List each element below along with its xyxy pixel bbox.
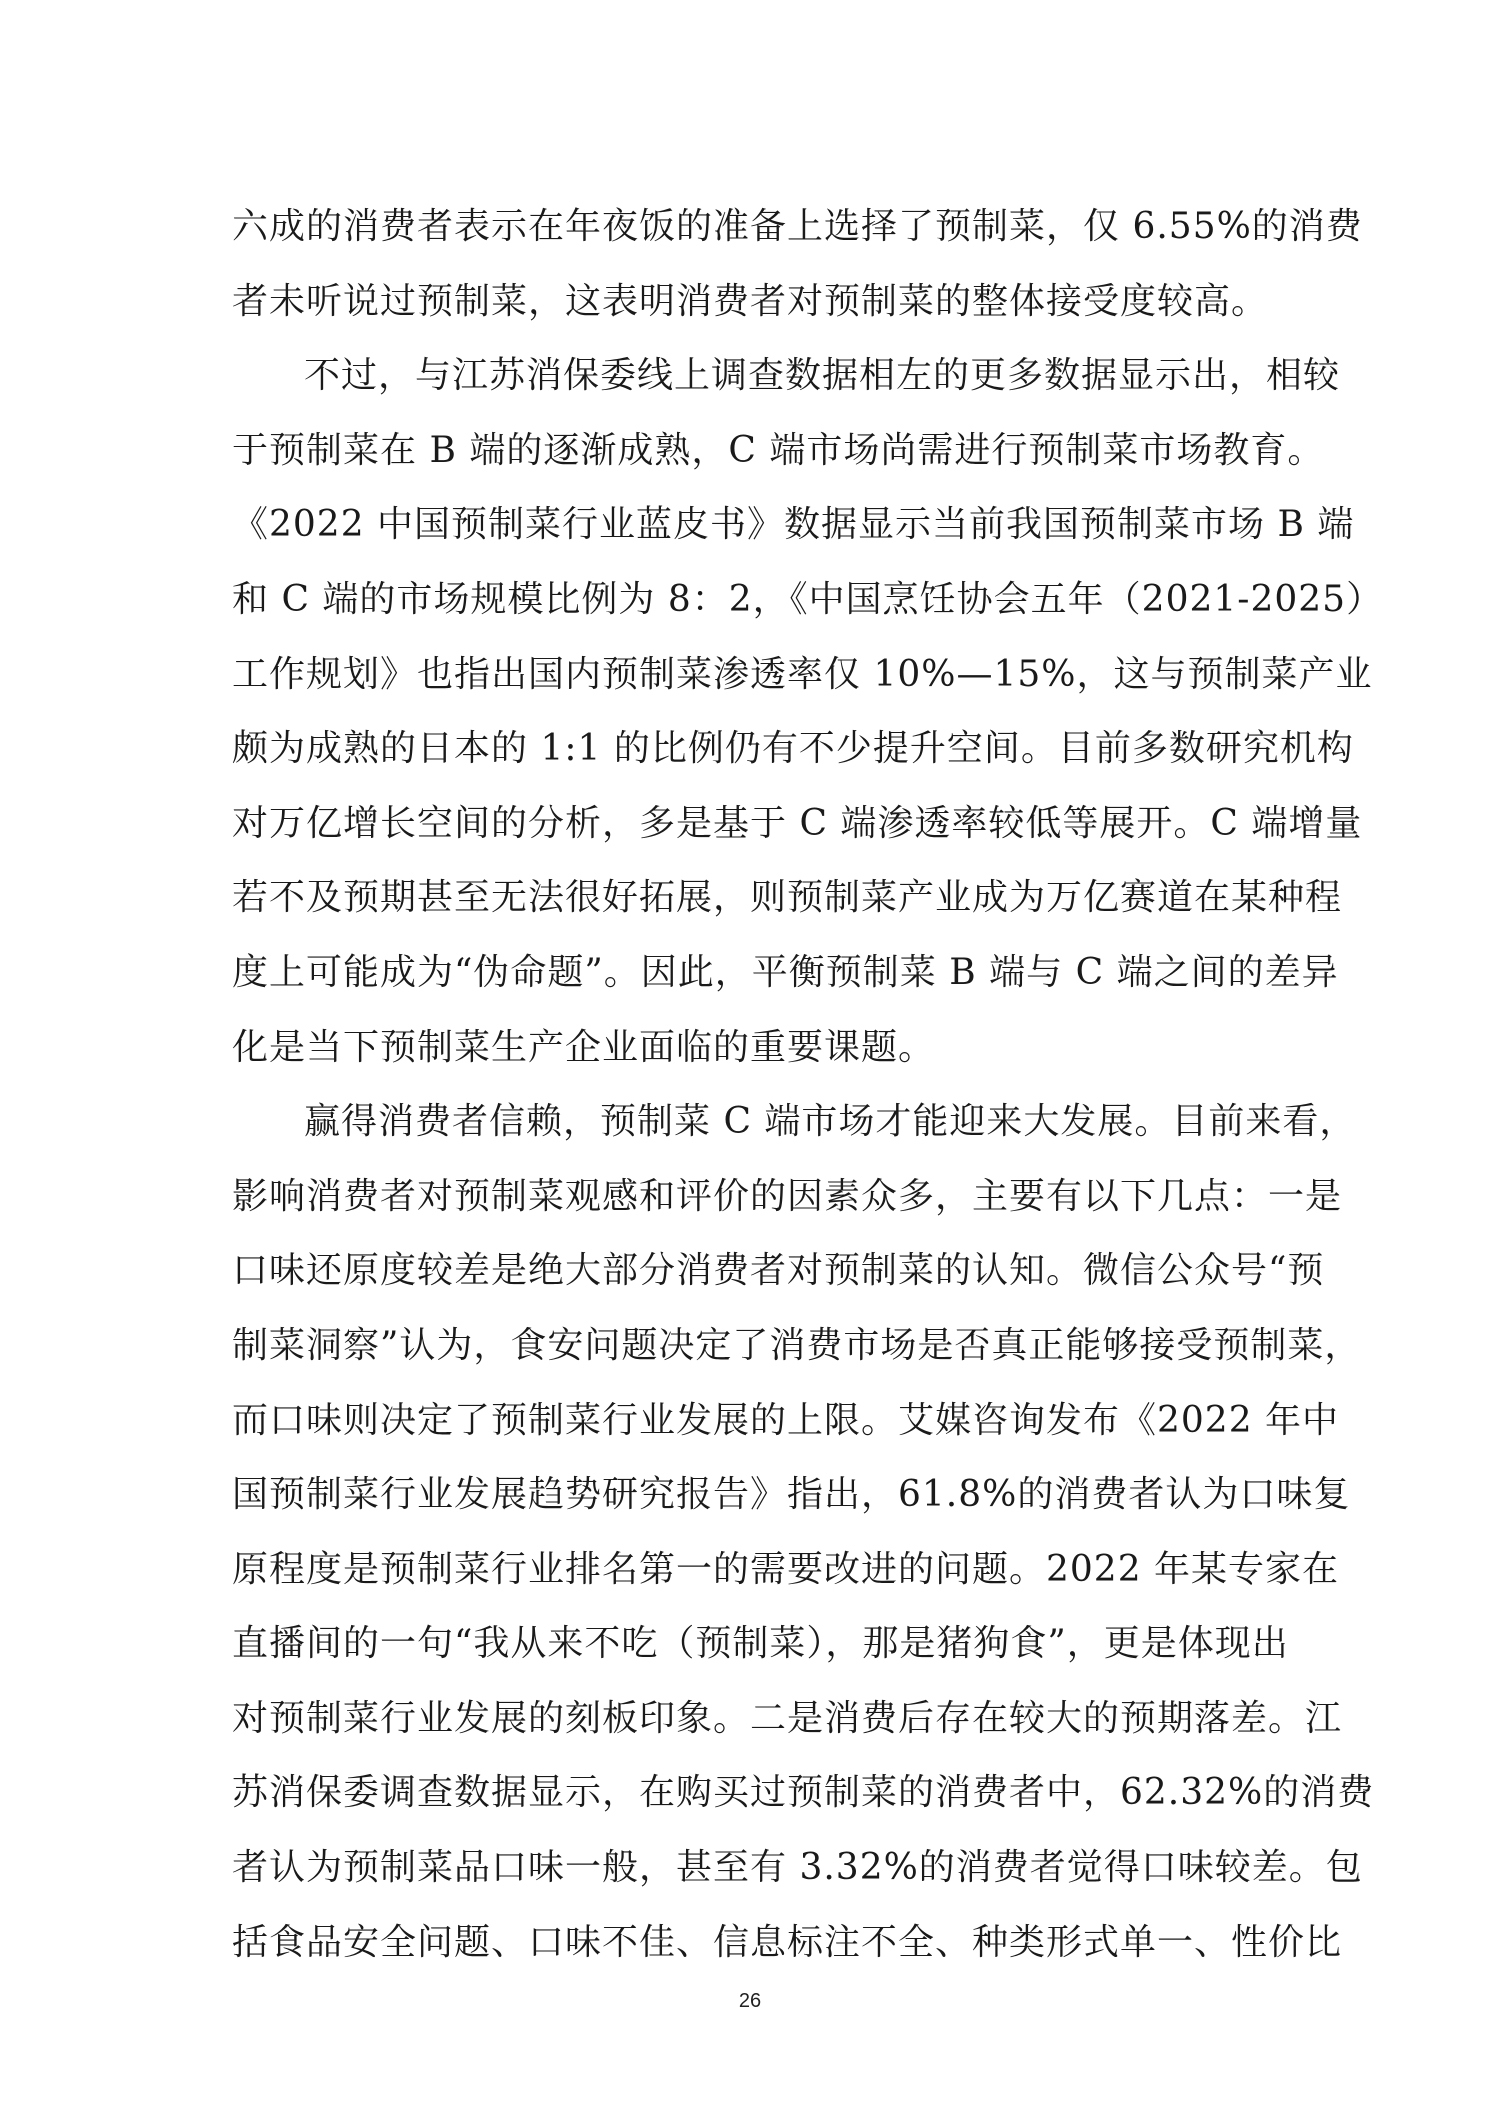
text-line: 制菜洞察”认为，食安问题决定了消费市场是否真正能够接受预制菜， xyxy=(232,1324,1362,1366)
body-paragraph xyxy=(232,339,1384,1085)
page-number: 26 xyxy=(738,1990,762,2012)
text-line: 对预制菜行业发展的刻板印象。二是消费后存在较大的预期落差。江 xyxy=(232,1697,1343,1739)
text-line: 影响消费者对预制菜观感和评价的因素众多，主要有以下几点：一是 xyxy=(232,1175,1343,1217)
text-line: 颇为成熟的日本的 1:1 的比例仍有不少提升空间。目前多数研究机构 xyxy=(232,728,1354,770)
text-line: 《2022 中国预制菜行业蓝皮书》数据显示当前我国预制菜市场 B 端 xyxy=(232,504,1355,546)
text-line: 不过，与江苏消保委线上调查数据相左的更多数据显示出，相较 xyxy=(304,355,1341,397)
text-line: 者认为预制菜品口味一般，甚至有 3.32%的消费者觉得口味较差。包 xyxy=(232,1847,1363,1889)
text-line: 苏消保委调查数据显示，在购买过预制菜的消费者中，62.32%的消费 xyxy=(232,1772,1375,1814)
body-paragraph xyxy=(232,190,1363,339)
text-line: 工作规划》也指出国内预制菜渗透率仅 10%—15%，这与预制菜产业 xyxy=(232,653,1373,695)
text-line: 口味还原度较差是绝大部分消费者对预制菜的认知。微信公众号“预 xyxy=(232,1250,1325,1292)
text-line: 于预制菜在 B 端的逐渐成熟，C 端市场尚需进行预制菜市场教育。 xyxy=(232,429,1325,471)
text-line: 者未听说过预制菜，这表明消费者对预制菜的整体接受度较高。 xyxy=(232,280,1269,322)
text-line: 而口味则决定了预制菜行业发展的上限。艾媒咨询发布《2022 年中 xyxy=(232,1399,1340,1441)
page-body xyxy=(232,190,1384,1980)
body-paragraph xyxy=(232,1085,1375,1980)
text-line: 化是当下预制菜生产企业面临的重要课题。 xyxy=(232,1026,936,1068)
text-line: 若不及预期甚至无法很好拓展，则预制菜产业成为万亿赛道在某种程 xyxy=(232,877,1343,919)
text-line: 六成的消费者表示在年夜饭的准备上选择了预制菜，仅 6.55%的消费 xyxy=(232,206,1363,247)
text-line: 赢得消费者信赖，预制菜 C 端市场才能迎来大发展。目前来看， xyxy=(304,1101,1357,1143)
text-line: 和 C 端的市场规模比例为 8：2，《中国烹饪协会五年（2021-2025） xyxy=(232,578,1384,620)
text-line: 对万亿增长空间的分析，多是基于 C 端渗透率较低等展开。C 端增量 xyxy=(232,802,1363,844)
text-line: 度上可能成为“伪命题”。因此，平衡预制菜 B 端与 C 端之间的差异 xyxy=(232,951,1339,993)
text-line: 原程度是预制菜行业排名第一的需要改进的问题。2022 年某专家在 xyxy=(232,1548,1340,1590)
text-line: 直播间的一句“我从来不吃（预制菜），那是猪狗食”，更是体现出 xyxy=(232,1623,1289,1665)
text-line: 国预制菜行业发展趋势研究报告》指出，61.8%的消费者认为口味复 xyxy=(232,1474,1351,1516)
text-line: 括食品安全问题、口味不佳、信息标注不全、种类形式单一、性价比 xyxy=(232,1921,1343,1963)
